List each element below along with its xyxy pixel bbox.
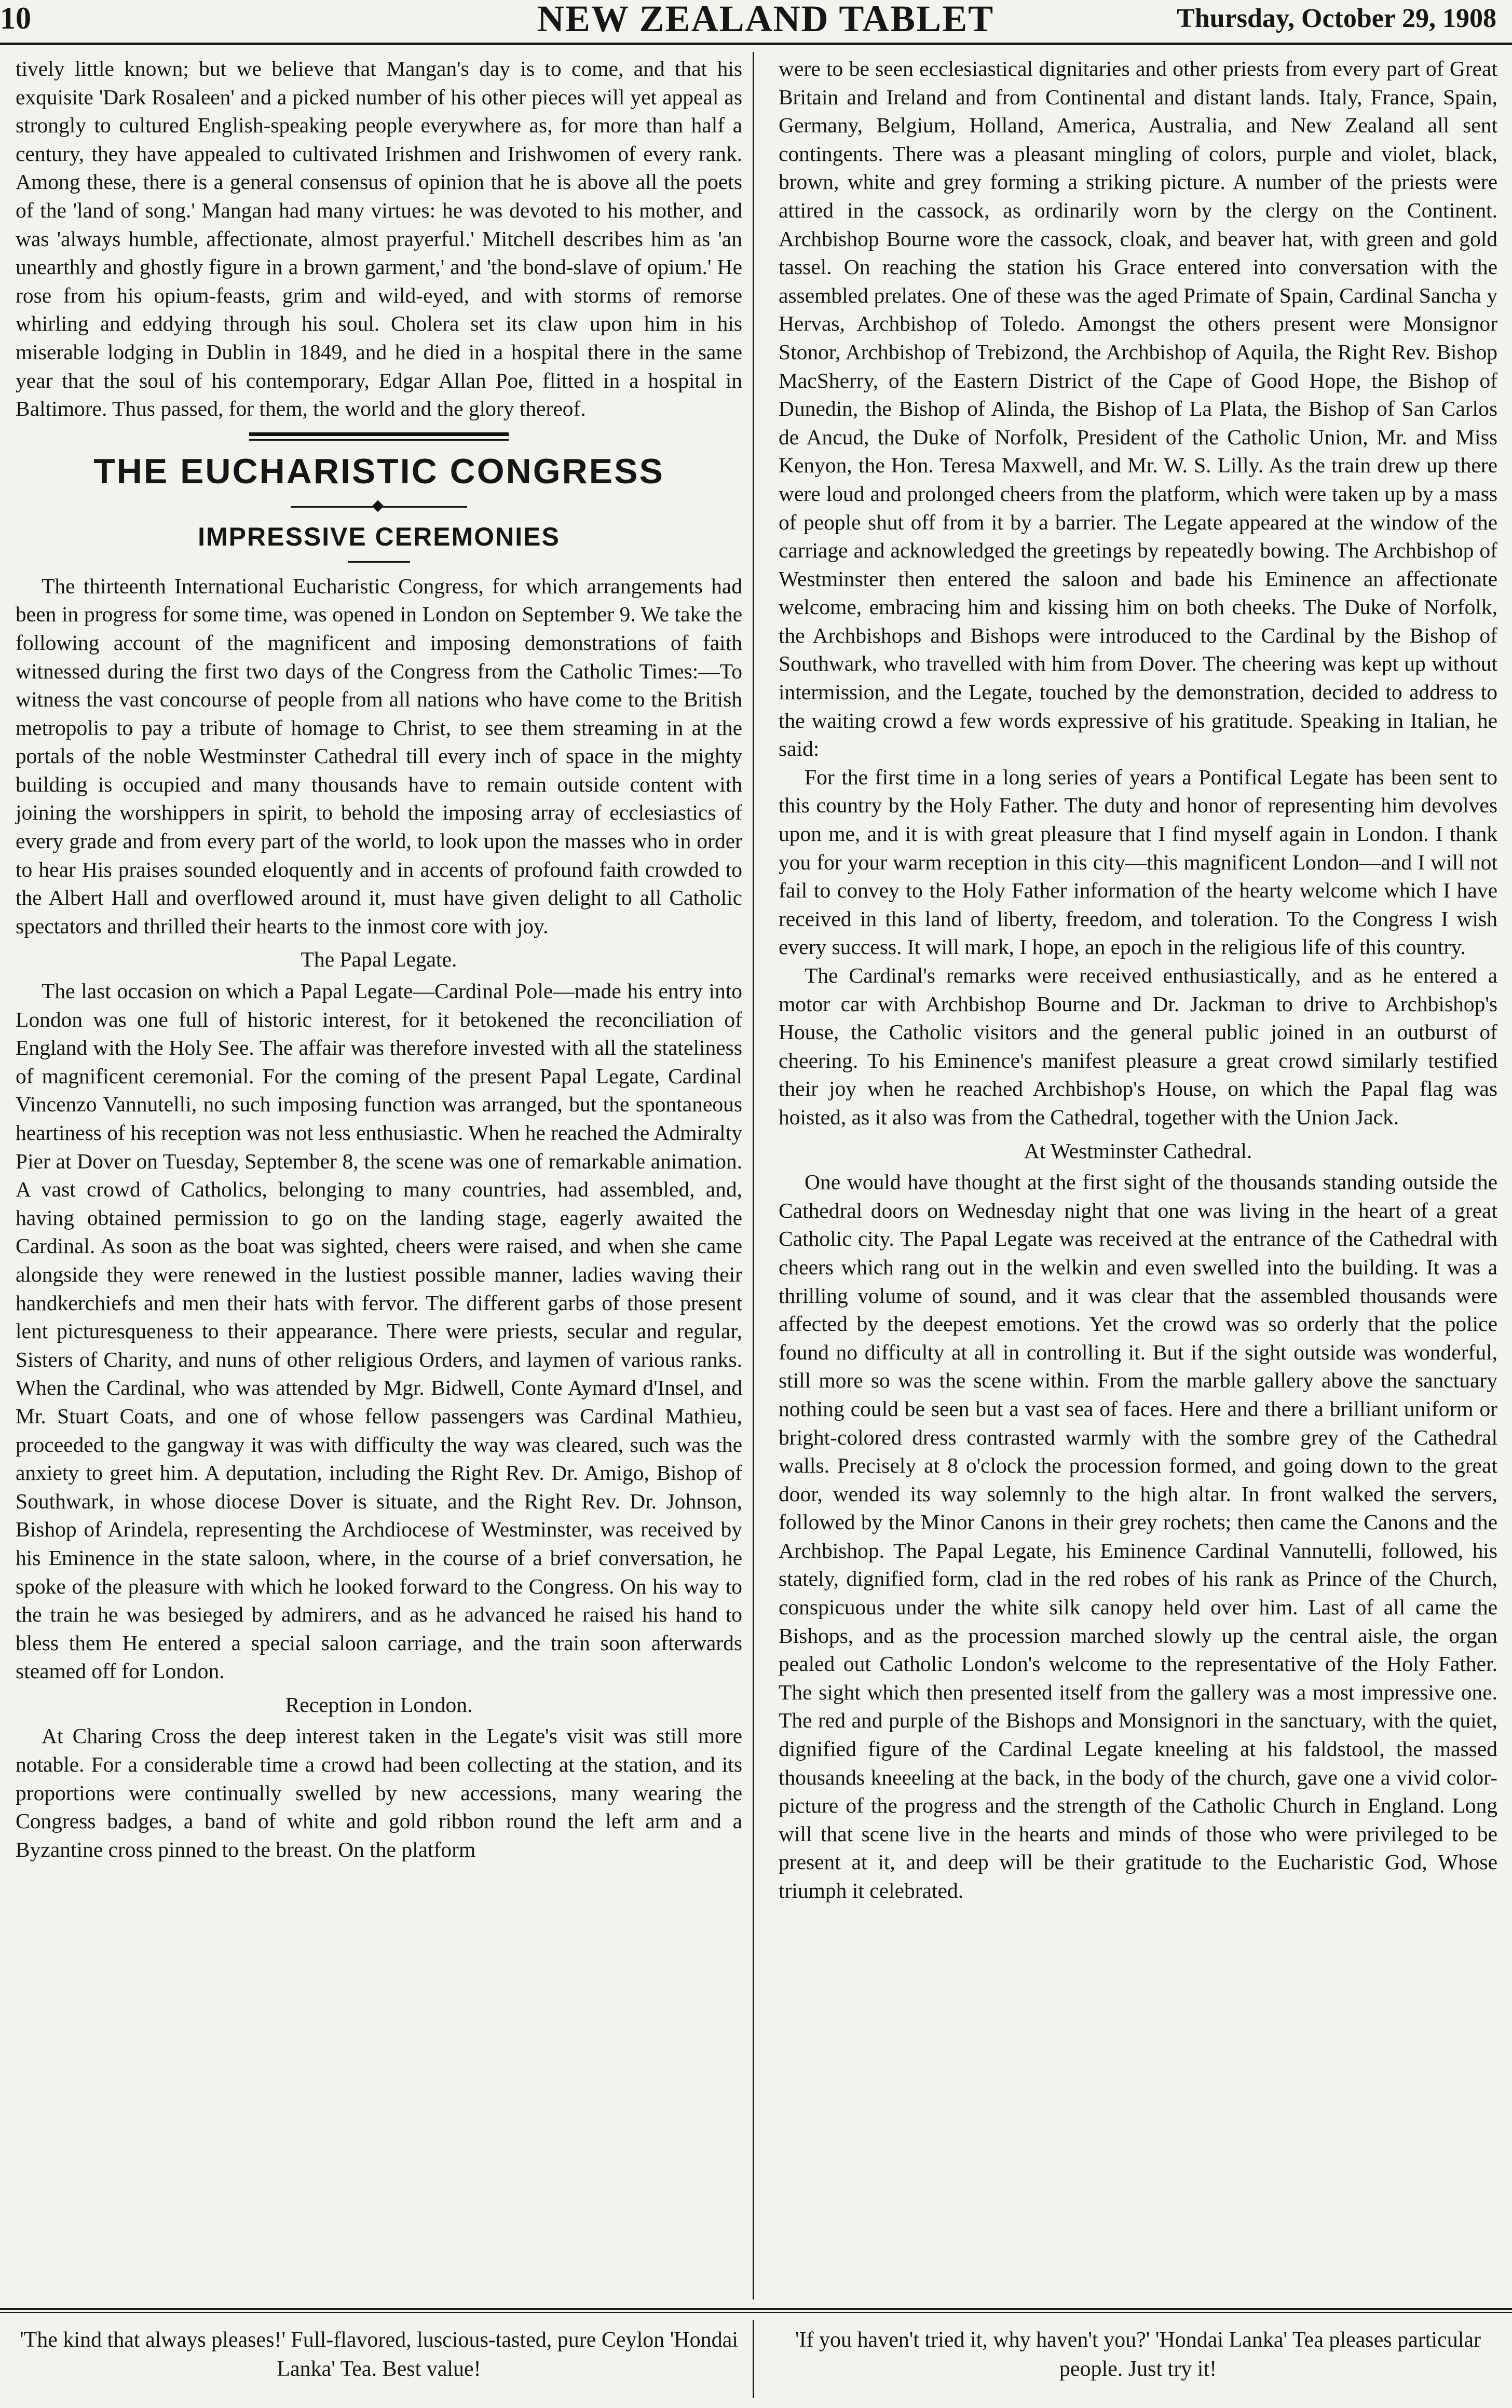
issue-date: Thursday, October 29, 1908 [1177,4,1496,33]
page-header [0,0,1512,48]
article-title: THE EUCHARISTIC CONGRESS [93,451,664,491]
article-subtitle: IMPRESSIVE CEREMONIES [198,522,560,551]
ornament-rule [291,499,467,514]
footer-rule-thin [0,2312,1512,2313]
section-heading: At Westminster Cathedral. [1024,1138,1252,1163]
mangan-paragraph: tively little known; but we believe that Mangan's day is to come, and that his exquisite 'Dark Rosaleen' and a picked number of his other pieces will yet appeal as strongly to cultured English-speaking people everywhere as, for more than half a century, they have appealed to cultivated Irishmen and Irishwomen of every rank. Among these, there is a general consensus of opinion that he is above all the poets of the 'land of song.' Mangan had many virtues: he was devoted to his mother, and was 'always humble, affectionate, almost prayerful.' Mitchell describes him as 'an unearthly and ghostly figure in a brown garment,' and 'the bond-slave of opium.' He rose from his opium-feasts, grim and wild-eyed, and with storms of remorse whirling and eddying through his soul. Cholera set its claw upon him in his miserable lodging in Dublin in 1849, and he died in a hospital there in the same year that the soul of his contemporary, Edgar Allan Poe, flitted in a hospital in Baltimore. Thus passed, for them, the world and the glory thereof. [16,57,742,421]
left-column [16,55,742,1863]
article-paragraph: The thirteenth International Eucharistic Congress, for which arrangements had been in progress for some time, was opened in London on September 9. We take the following account of the magnificent and imposing demonstrations of faith witnessed during the first two days of the Congress from the Catholic Times:—To witness the vast concourse of people from all nations who have come to the British metropolis to pay a tribute of homage to Christ, to see them streaming in at the portals of the noble Westminster Cathedral till every inch of space in the mighty building is occupied and many thousands have to remain outside content with joining the worshippers in spirit, to behold the imposing array of ecclesiastics of every grade and from every part of the world, to look upon the masses who in order to hear His praises sounded eloquently and in accents of profound faith crowded to the Albert Hall and overflowed around it, must have given delight to all Catholic spectators and thrilled their hearts to the inmost core with joy. [16,574,742,938]
tea-advertisement-right: 'If you haven't tried it, why haven't you?' 'Hondai Lanka' Tea pleases particular people. Just try it! [795,2328,1481,2381]
article-paragraph: One would have thought at the first sight of the thousands standing outside the Cathedral doors on Wednesday night that one was living in the heart of a great Catholic city. The Papal Legate was received at the entrance of the Cathedral with cheers which rang out in the welkin and even swelled into the building. It was a thrilling volume of sound, and it was clear that the assembled thousands were affected by the deepest emotions. Yet the crowd was so orderly that the police found no difficulty at all in controlling it. But if the sight outside was wonderful, still more so was the scene within. From the marble gallery above the sanctuary nothing could be seen but a vast sea of faces. Here and there a brilliant uniform or bright-colored dress contrasted warmly with the sombre grey of the Cathedral walls. Precisely at 8 o'clock the procession formed, and going down to the great door, wended its way solemnly to the high altar. In front walked the servers, followed by the Minor Canons in their grey rochets; then came the Canons and the Archbishop. The Papal Legate, his Eminence Cardinal Vannutelli, followed, his stately, dignified form, clad in the red robes of his rank as Prince of the Church, conspicuous under the white silk canopy held over him. Last of all came the Bishops, and as the procession marched slowly up the central aisle, the organ pealed out Catholic London's welcome to the representative of the Holy Father. The sight which then presented itself from the gallery was a most impressive one. The red and purple of the Bishops and Monsignori in the sanctuary, with the quiet, dignified figure of the Cardinal Legate kneeling at his faldstool, the massed thousands kneeeling at the back, in the body of the church, gave one a vivid color-picture of the progress and the strength of the Catholic Church in England. Long will that scene live in the hearts and minds of those who were privileged to be present at it, and deep will be their gratitude to the Eucharistic God, Whose triumph it celebrated. [779,1170,1497,1902]
header-rule [0,43,1512,45]
footer-rule [0,2308,1512,2310]
page-number: 10 [0,1,31,35]
section-divider [249,432,509,441]
section-heading: The Papal Legate. [301,947,457,972]
article-paragraph: were to be seen ecclesiastical dignitaries and other priests from every part of Great Britain and Ireland and from Continental and distant lands. Italy, France, Spain, Germany, Belgium, Holland, America, Australia, and New Zealand all sent contingents. There was a pleasant mingling of colors, purple and violet, black, brown, white and grey forming a striking picture. A number of the priests were attired in the cassock, as ordinarily worn by the clergy on the Continent. Archbishop Bourne wore the cassock, cloak, and beaver hat, with green and gold tassel. On reaching the station his Grace entered into conversation with the assembled prelates. One of these was the aged Primate of Spain, Cardinal Sancha y Hervas, Archbishop of Toledo. Amongst the others present were Monsignor Stonor, Archbishop of Trebizond, the Archbishop of Aquila, the Right Rev. Bishop MacSherry, of the Eastern District of the Cape of Good Hope, the Bishop of Dunedin, the Bishop of Alinda, the Bishop of La Plata, the Bishop of San Carlos de Ancud, the Duke of Norfolk, President of the Catholic Union, Mr. and Miss Kenyon, the Hon. Teresa Maxwell, and Mr. W. S. Lilly. As the train drew up there were loud and prolonged cheers from the platform, which were taken up by a mass of people shut off from it by a barrier. The Legate appeared at the window of the carriage and acknowledged the greetings by repeatedly bowing. The Archbishop of Westminster then entered the saloon and bade his Eminence an affectionate welcome, embracing him and kissing him on both cheeks. The Duke of Norfolk, the Archbishops and Bishops were introduced to the Cardinal by the Bishop of Southwark, who travelled with him from Dover. The cheering was kept up without intermission, and the Legate, touched by the demonstration, decided to address to the waiting crowd a few words expressive of his gratitude. Speaking in Italian, he said: [779,57,1497,761]
subtitle-rule [348,561,410,563]
tea-advertisement-left: 'The kind that always pleases!' Full-flavored, luscious-tasted, pure Ceylon 'Hondai Lanka' Tea. Best value! [20,2328,738,2381]
masthead: NEW ZEALAND TABLET [537,0,995,39]
footer-separator [753,2320,754,2398]
section-heading: Reception in London. [285,1692,473,1717]
article-paragraph: The Cardinal's remarks were received enthusiastically, and as he entered a motor car with Archbishop Bourne and Dr. Jackman to drive to Archbishop's House, the Catholic visitors and the general public joined in an outburst of cheering. To his Eminence's manifest pleasure a great crowd similarly testified their joy when he reached Archbishop's House, on which the Papal flag was hoisted, as it also was from the Cathedral, together with the Union Jack. [779,963,1497,1129]
column-rule [753,52,754,2300]
article-paragraph: At Charing Cross the deep interest taken in the Legate's visit was still more notable. For a considerable time a crowd had been collecting at the station, and its proportions were continually swelled by new accessions, many wearing the Congress badges, a band of white and gold ribbon round the left arm and a Byzantine cross pinned to the breast. On the platform [16,1724,742,1861]
legate-speech: For the first time in a long series of years a Pontifical Legate has been sent to this country by the Holy Father. The duty and honor of representing him devolves upon me, and it is with great pleasure that I find myself again in London. I thank you for your warm reception in this city—this magnificent London—and I will not fail to convey to the Holy Father information of the hearty welcome which I have received in this land of liberty, freedom, and toleration. To the Congress I wish every success. It will mark, I hope, an epoch in the religious life of this country. [779,765,1497,959]
right-column [779,55,1497,1905]
article-paragraph: The last occasion on which a Papal Legate—Cardinal Pole—made his entry into London was one full of historic interest, for it betokened the reconciliation of England with the Holy See. The affair was therefore invested with all the stateliness of magnificent ceremonial. For the coming of the present Papal Legate, Cardinal Vincenzo Vannutelli, no such imposing function was arranged, but the spontaneous heartiness of his reception was not less enthusiastic. When he reached the Admiralty Pier at Dover on Tuesday, September 8, the scene was one of remarkable animation. A vast crowd of Catholics, belonging to many countries, had assembled, and, having obtained permission to go on the landing stage, eagerly awaited the Cardinal. As soon as the boat was sighted, cheers were raised, and when she came alongside they were renewed in the lustiest possible manner, ladies waving their handkerchiefs and men their hats with fervor. The different garbs of those present lent picturesqueness to their appearance. There were priests, secular and regular, Sisters of Charity, and nuns of other religious Orders, and laymen of various ranks. When the Cardinal, who was attended by Mgr. Bidwell, Conte Aymard d'Insel, and Mr. Stuart Coats, and one of whose fellow passengers was Cardinal Mathieu, proceeded to the gangway it was with difficulty the way was cleared, such was the anxiety to greet him. A deputation, including the Right Rev. Dr. Amigo, Bishop of Southwark, in whose diocese Dover is situate, and the Right Rev. Dr. Johnson, Bishop of Arindela, representing the Archdiocese of Westminster, was received by his Eminence in the state saloon, where, in the course of a brief conversation, he spoke of the pleasure with which he looked forward to the Congress. On his way to the train he was besieged by admirers, and as he advanced he raised his hand to bless them He entered a special saloon carriage, and the train soon afterwards steamed off for London. [16,979,742,1683]
